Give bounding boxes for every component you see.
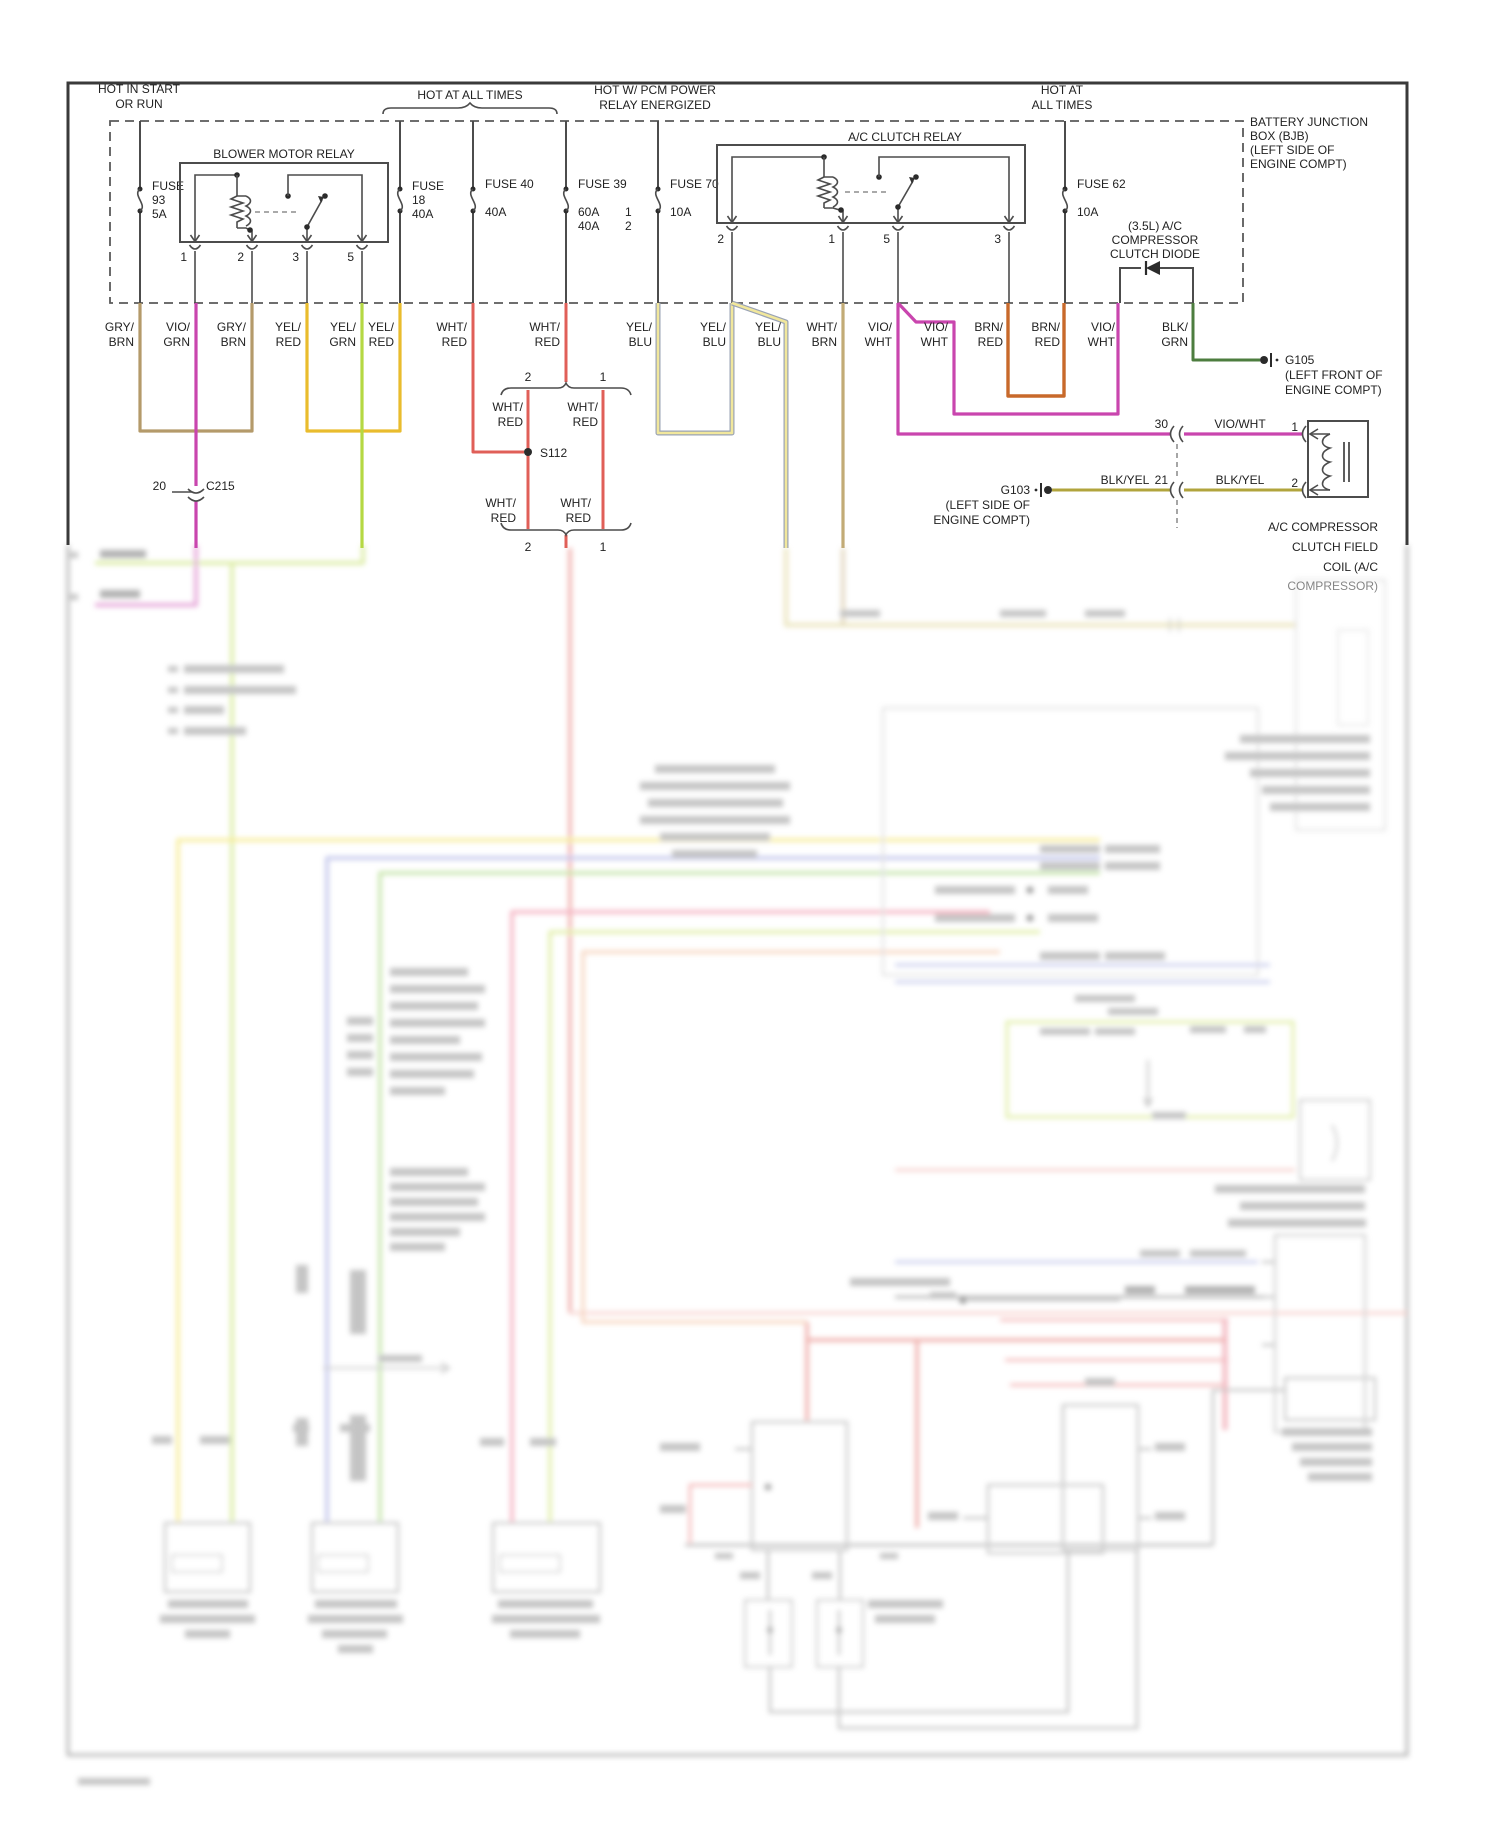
g105-ground (1260, 353, 1383, 397)
wire-label: RED (368, 335, 394, 349)
wire-label: BLU (757, 335, 781, 349)
coil-label-2: CLUTCH FIELD (1291, 540, 1378, 554)
wire-label: RED (490, 511, 516, 525)
switch-arm-arrow (318, 196, 324, 203)
fuse39-amp1: 60A (578, 205, 600, 219)
wire-label: VIO/ (165, 320, 190, 334)
wire-label: RED (497, 415, 523, 429)
wire-label: WHT/ (492, 400, 523, 414)
blk-yel-label: BLK/YEL (1215, 473, 1265, 487)
fuse70-name: FUSE 70 (670, 177, 719, 191)
wire-label: BRN (108, 335, 134, 349)
c215-label: C215 (206, 479, 235, 493)
coil-pin-1: 1 (1291, 420, 1298, 434)
wire-label: RED (441, 335, 467, 349)
splice-area (485, 370, 631, 554)
wire-color-labels (105, 320, 1189, 349)
blower-pin-2: 2 (237, 250, 244, 264)
ac-clutch-diode (1110, 219, 1200, 303)
wire-label: YEL/ (274, 320, 301, 334)
wire-label: RED (1034, 335, 1060, 349)
blower-pin-3: 3 (292, 250, 299, 264)
split-branch-1: 1 (599, 370, 607, 384)
header-hot-at-all-times: HOT AT ALL TIMES (417, 88, 523, 102)
wire-label: BRN (220, 335, 246, 349)
power-headers (98, 82, 1092, 114)
coil-label-3: COIL (A/C (1323, 560, 1378, 574)
fuse-40-symbol (471, 187, 476, 214)
wire-label: YEL/ (699, 320, 726, 334)
pin-21: 21 (1154, 473, 1168, 487)
wire-label: WHT/ (560, 496, 591, 510)
ac-pin-1: 1 (828, 232, 835, 246)
coil-label-4: COMPRESSOR) (1287, 579, 1378, 593)
c215-pin: 20 (152, 479, 166, 493)
wire-label: BRN/ (974, 320, 1003, 334)
fuse93-num: 93 (152, 193, 166, 207)
merge-branch-2: 2 (524, 540, 532, 554)
split-brace (501, 383, 631, 395)
c215-connector (153, 479, 235, 501)
wire-label: RED (275, 335, 301, 349)
ac-pin-5: 5 (883, 232, 890, 246)
fuse93-name: FUSE (152, 179, 185, 193)
wire-blk-grn (1193, 303, 1260, 360)
blower-pin-1: 1 (180, 250, 187, 264)
wire-label: WHT/ (529, 320, 560, 334)
blurred-lower-schematic (68, 545, 1407, 1785)
wire-label: GRN (1161, 335, 1188, 349)
g105-label: G105 (1285, 353, 1315, 367)
fuse39-opt2: 2 (625, 219, 632, 233)
wire-label: WHT (920, 335, 948, 349)
bjb-line4: ENGINE COMPT) (1250, 157, 1347, 171)
wire-label: WHT/ (485, 496, 516, 510)
wire-label: YEL/ (625, 320, 652, 334)
fuse62-name: FUSE 62 (1077, 177, 1126, 191)
vio-wht-label: VIO/WHT (1214, 417, 1266, 431)
wire-label: VIO/ (1090, 320, 1115, 334)
g105-loc2: ENGINE COMPT) (1285, 383, 1382, 397)
ac-relay-title: A/C CLUTCH RELAY (848, 130, 962, 144)
pin-30: 30 (1154, 417, 1168, 431)
fuse93-amp: 5A (152, 207, 167, 221)
wire-label: WHT/ (806, 320, 837, 334)
g103-label: G103 (1000, 483, 1030, 497)
merge-branch-1: 1 (599, 540, 607, 554)
wire-label: YEL/ (367, 320, 394, 334)
s112-splice-dot (524, 448, 532, 456)
wire-label: WHT/ (567, 400, 598, 414)
wire-label: BRN (811, 335, 837, 349)
wire-label: VIO/ (867, 320, 892, 334)
wire-label: RED (572, 415, 598, 429)
ac-clutch-relay (717, 130, 1025, 223)
wire-label: RED (534, 335, 560, 349)
switch-arm-arrow (909, 177, 915, 184)
diode-label-2: COMPRESSOR (1111, 233, 1199, 247)
wire-label: BLK/ (1161, 320, 1188, 334)
brace-hot-at-all-times (383, 103, 557, 114)
fuse-93-symbol (138, 187, 143, 214)
header-hot-at: HOT AT (1040, 83, 1084, 97)
wire-label: GRY/ (216, 320, 246, 334)
g105-loc1: (LEFT FRONT OF (1285, 368, 1383, 382)
fuse-labels (152, 177, 1126, 233)
ac-compressor-field-coil (1268, 420, 1378, 593)
diode-label-1: (3.5L) A/C (1127, 219, 1183, 233)
split-branch-2: 2 (524, 370, 532, 384)
wire-label: RED (565, 511, 591, 525)
footer-text-blob (78, 1778, 150, 1785)
coil-pin-2: 2 (1291, 476, 1298, 490)
wire-label: GRN (163, 335, 190, 349)
ac-pin-2: 2 (717, 232, 724, 246)
wire-label: YEL/ (754, 320, 781, 334)
bjb-label (1250, 115, 1368, 171)
fuse39-name: FUSE 39 (578, 177, 627, 191)
fuse40-name: FUSE 40 (485, 177, 534, 191)
fuse-39-symbol (564, 187, 569, 214)
header-all-times: ALL TIMES (1031, 98, 1093, 112)
header-hot-in-start-2: OR RUN (115, 97, 163, 111)
ac-pin-3: 3 (994, 232, 1001, 246)
fuse18-amp: 40A (412, 207, 434, 221)
wire-label: WHT (1087, 335, 1115, 349)
wire-label: YEL/ (329, 320, 356, 334)
wire-label: BLU (702, 335, 726, 349)
header-hot-pcm: HOT W/ PCM POWER (594, 83, 716, 97)
g103-loc1: (LEFT SIDE OF (945, 498, 1030, 512)
header-hot-in-start: HOT IN START (97, 82, 181, 96)
wire-label: VIO/ (923, 320, 948, 334)
diode-label-3: CLUTCH DIODE (1109, 247, 1201, 261)
wire-label: WHT (864, 335, 892, 349)
fuse39-opt1: 1 (625, 205, 632, 219)
fuse18-num: 18 (412, 193, 426, 207)
blk-yel-label: BLK/YEL (1100, 473, 1150, 487)
wire-wht-red-f40 (473, 303, 524, 452)
g103-loc2: ENGINE COMPT) (933, 513, 1030, 527)
coil-label-1: A/C COMPRESSOR (1267, 520, 1378, 534)
blower-motor-relay (180, 147, 388, 242)
fuse40-amp: 40A (485, 205, 507, 219)
wire-brn-red (1008, 303, 1064, 396)
wire-label: BRN/ (1031, 320, 1060, 334)
blower-relay-title: BLOWER MOTOR RELAY (213, 147, 355, 161)
header-hot-pcm-2: RELAY ENERGIZED (599, 98, 711, 112)
fuse-70-symbol (656, 187, 661, 214)
bjb-line1: BATTERY JUNCTION (1250, 115, 1369, 129)
bjb-line3: (LEFT SIDE OF (1250, 143, 1335, 157)
wire-label: GRY/ (104, 320, 134, 334)
wire-label: GRN (329, 335, 356, 349)
bjb-line2: BOX (BJB) (1250, 129, 1309, 143)
blower-pin-5: 5 (347, 250, 354, 264)
fuse62-amp: 10A (1077, 205, 1099, 219)
fuse-18-symbol (398, 187, 403, 214)
g103-ground (933, 483, 1052, 527)
fuse70-amp: 10A (670, 205, 692, 219)
wire-label: WHT/ (436, 320, 467, 334)
fuse18-name: FUSE (412, 179, 445, 193)
s112-label: S112 (540, 446, 568, 460)
fuse39-amp2: 40A (578, 219, 600, 233)
wire-label: RED (977, 335, 1003, 349)
fuse-62-symbol (1063, 187, 1068, 214)
diode-symbol (1146, 261, 1160, 275)
wire-label: BLU (628, 335, 652, 349)
